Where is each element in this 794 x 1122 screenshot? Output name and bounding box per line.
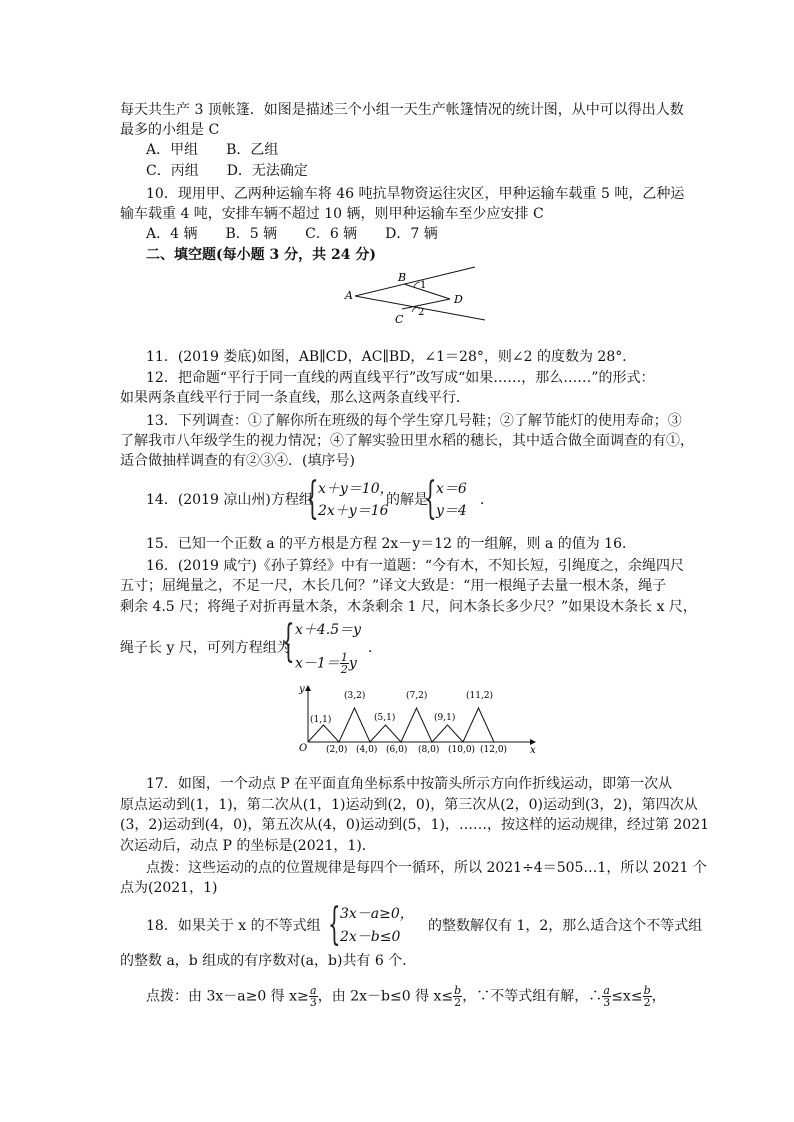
point-label-3-2: (3,2) (344, 691, 366, 701)
q18-suffix: 的整数解仅有 1，2，那么适合这个不等式组 (428, 918, 703, 934)
frac-den: 2 (454, 996, 462, 1009)
q18-brace: { (328, 899, 341, 950)
q16-frac-den: 2 (340, 663, 348, 676)
q10-line2: 输车载重 4 吨，安排车辆不超过 10 辆，则甲种运输车至少应安排 C (120, 206, 544, 222)
point-label-8-0: (8,0) (418, 745, 440, 755)
point-label-4-0: (4,0) (356, 745, 378, 755)
q16-line2: 五寸；屈绳量之，不足一尺，木长几何？”译文大致是：“用一根绳子去量一根木条，绳子 (120, 578, 667, 594)
zigzag-path (308, 708, 494, 742)
q16-fraction (340, 652, 349, 675)
q17-hint1: 点拨：这些运动的点的位置规律是每四个一循环，所以 2021÷4＝505…1，所以 2021 个 (146, 860, 707, 876)
q14-brace-right: { (424, 473, 437, 524)
point-label-6-0: (6,0) (386, 745, 408, 755)
label-b: B (398, 271, 407, 284)
q14-mid: 的解是 (386, 492, 428, 508)
frac-den: 3 (309, 996, 317, 1009)
point-label-5-1: (5,1) (374, 713, 396, 723)
point-label-10-0: (10,0) (448, 745, 476, 755)
q12-line1: 12．把命题“平行于同一直线的两直线平行”改写成“如果……，那么……”的形式： (146, 370, 655, 386)
label-c: C (395, 313, 404, 326)
q16-eq2-left: x－1＝ (295, 655, 340, 672)
q17-line3: (3，2)运动到(4，0)，第五次从(4，0)运动到(5，1)，……，按这样的运动规律，经过第 2021 (120, 817, 710, 833)
section-title: 二、填空题(每小题 3 分，共 24 分) (146, 247, 376, 263)
q9-line2: 最多的小组是 C (120, 122, 220, 138)
q18-frac-b2-2 (643, 985, 652, 1008)
q18-hint-c: ，∵不等式组有解，∴ (462, 988, 603, 1005)
zigzag-coordinate-figure (290, 680, 550, 755)
q14-sol2: y＝4 (436, 503, 467, 519)
q14-end: ． (480, 492, 494, 508)
q18-frac-a3 (309, 985, 318, 1008)
parallel-lines-figure (340, 262, 490, 332)
frac-den: 3 (603, 996, 611, 1009)
frac-num: b (643, 984, 651, 997)
q18-hint-e: ， (651, 988, 666, 1005)
q16-brace: { (282, 616, 295, 667)
frac-den: 2 (643, 996, 651, 1009)
q16-frac-num: 1 (340, 651, 348, 664)
q16-eq2-right: y (348, 655, 357, 672)
frac-num: a (309, 984, 317, 997)
frac-num: b (454, 984, 462, 997)
y-axis-label: y (299, 684, 305, 695)
q18-hint (146, 985, 666, 1008)
frac-num: a (603, 984, 610, 997)
origin-label: O (299, 743, 308, 754)
label-angle-1: 1 (420, 280, 427, 291)
q12-line2: 如果两条直线平行于同一条直线，那么这两条直线平行． (120, 390, 470, 406)
q18-prefix: 18．如果关于 x 的不等式组 (146, 918, 321, 934)
q13-line3: 适合做抽样调查的有②③④．(填序号) (120, 453, 355, 469)
q17-hint2: 点为(2021，1) (120, 880, 218, 896)
point-label-2-0: (2,0) (326, 745, 348, 755)
q18-line2: 的整数 a，b 组成的有序数对(a，b)共有 6 个． (120, 953, 417, 969)
line-ab (355, 267, 475, 296)
q17-line1: 17．如图，一个动点 P 在平面直角坐标系中按箭头所示方向作折线运动，即第一次从 (146, 776, 673, 792)
q16-line4: 绳子长 y 尺，可列方程组为 (120, 640, 291, 656)
q9-options-cd: C．丙组 D．无法确定 (146, 163, 308, 179)
line-cd (402, 299, 450, 309)
line-bd (404, 284, 450, 299)
q13-line1: 13．下列调查：①了解你所在班级的每个学生穿几号鞋；②了解节能灯的使用寿命；③ (146, 413, 682, 429)
label-angle-2: 2 (418, 307, 425, 318)
q14-brace-left: { (306, 473, 319, 524)
q16-end: ． (368, 640, 382, 656)
q16-eq2 (295, 652, 357, 675)
point-label-11-2: (11,2) (466, 691, 494, 701)
q9-options-ab: A．甲组 B．乙组 (146, 142, 279, 158)
q18-eq2: 2x－b≤0 (340, 929, 401, 945)
q17-line4: 次运动后，动点 P 的坐标是(2021，1)． (120, 838, 376, 854)
q16-eq1: x＋4.5＝y (295, 622, 362, 638)
point-label-7-2: (7,2) (406, 691, 428, 701)
q16-line1: 16．(2019 咸宁)《孙子算经》中有一道题：“今有木，不知长短，引绳度之，余绳四尺 (146, 558, 684, 574)
q10-line1: 10．现用甲、乙两种运输车将 46 吨抗旱物资运往灾区，甲种运输车载重 5 吨，乙种运 (146, 186, 685, 202)
q18-hint-b: ，由 2x－b≤0 得 x≤ (317, 988, 454, 1005)
q18-hint-a: 点拨：由 3x－a≥0 得 x≥ (146, 988, 309, 1005)
x-axis-label: x (530, 745, 536, 755)
q14-eq2: 2x＋y＝16 (318, 503, 389, 519)
point-label-9-1: (9,1) (434, 713, 456, 723)
q13-line2: 了解我市八年级学生的视力情况；④了解实验田里水稻的穗长，其中适合做全面调查的有①， (120, 433, 694, 449)
q9-line1: 每天共生产 3 顶帐篷．如图是描述三个小组一天生产帐篷情况的统计图，从中可以得出人数 (120, 102, 684, 118)
q14-prefix: 14．(2019 凉山州)方程组 (146, 492, 313, 508)
q18-frac-a3-2 (602, 985, 611, 1008)
label-d: D (454, 293, 463, 306)
q17-line2: 原点运动到(1，1)，第二次从(1，1)运动到(2，0)，第三次从(2，0)运动到(3，2)，第四次从 (120, 797, 698, 813)
q15-line: 15．已知一个正数 a 的平方根是方程 2x－y＝12 的一组解，则 a 的值为 16． (146, 536, 636, 552)
q16-line3: 剩余 4.5 尺；将绳子对折再量木条，木条剩余 1 尺，问木条长多少尺？”如果设木条长 x 尺， (120, 599, 697, 615)
q11-line: 11．(2019 娄底)如图，AB∥CD，AC∥BD，∠1＝28°，则∠2 的度数为 28°． (146, 349, 637, 365)
q18-frac-b2 (453, 985, 462, 1008)
q18-eq1: 3x－a≥0， (340, 906, 414, 922)
point-label-1-1: (1,1) (310, 715, 332, 725)
point-label-12-0: (12,0) (480, 745, 508, 755)
q14-sol1: x＝6 (436, 481, 467, 497)
label-a: A (345, 289, 353, 302)
q10-options: A．4 辆 B．5 辆 C．6 辆 D．7 辆 (146, 226, 438, 242)
q14-eq1: x＋y＝10， (318, 481, 394, 497)
q18-hint-d: ≤x≤ (611, 988, 643, 1005)
